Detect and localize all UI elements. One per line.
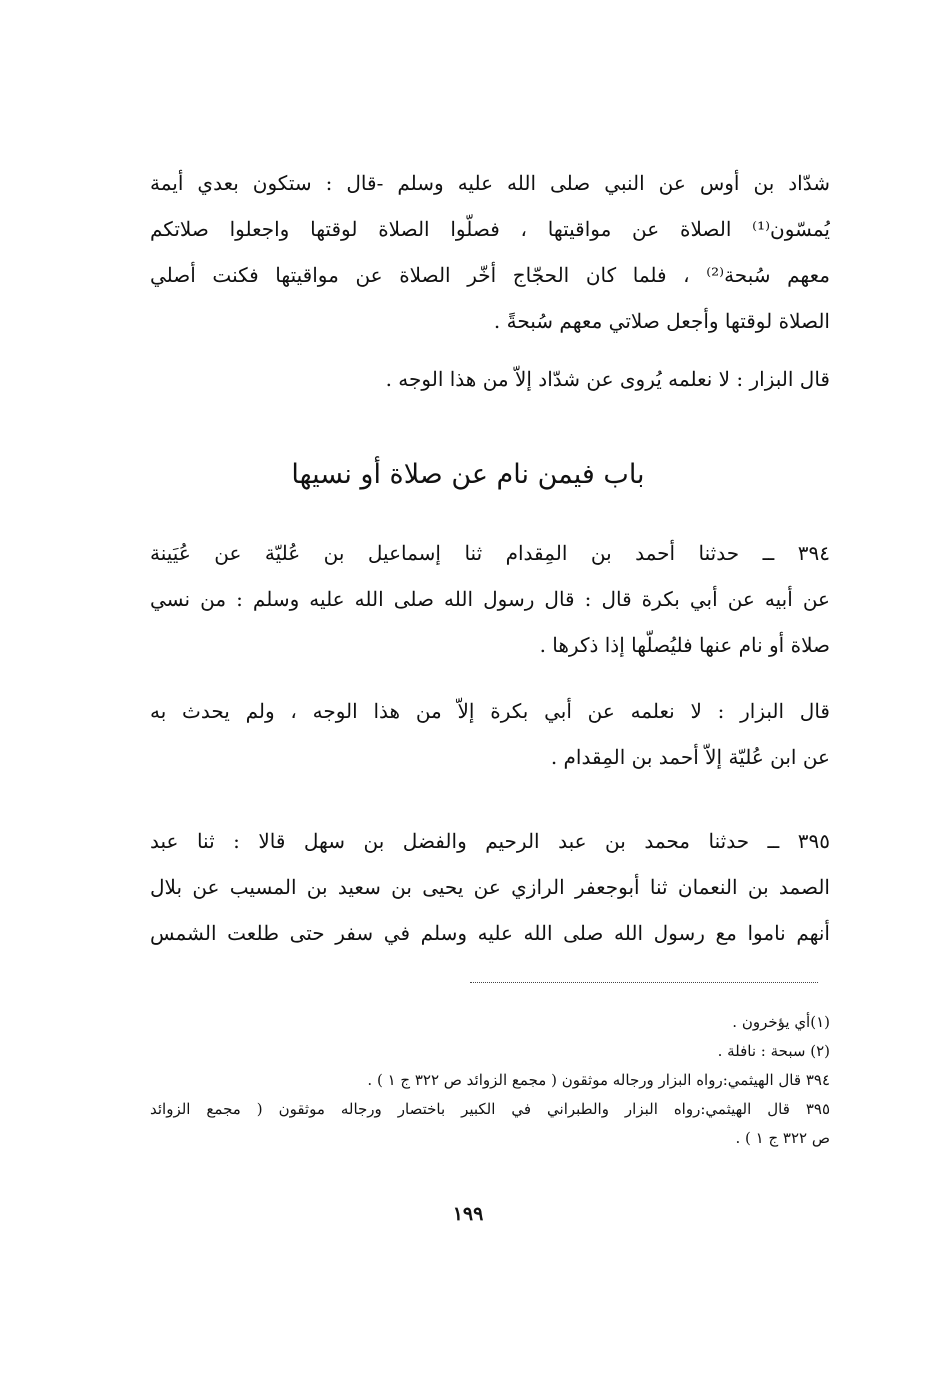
footnote: ٣٩٥ قال الهيثمي:رواه البزار والطبراني في الكبير باختصار ورجاله موثقون ( مجمع الزوائد <box>150 1100 830 1118</box>
footnote: ص ٣٢٢ ج ١ ) . <box>735 1129 830 1147</box>
hadith-395-paragraph <box>150 818 830 956</box>
text-line: ٣٩٥ ــ حدثنا محمد بن عبد الرحيم والفضل بن سهل قالا : ثنا عبد <box>150 829 830 853</box>
text-line: يُمسّون⁽¹⁾ الصلاة عن مواقيتها ، فصلّوا الصلاة لوقتها واجعلوا صلاتكم <box>150 217 830 241</box>
text-line: الصلاة لوقتها وأجعل صلاتي معهم سُبحةً . <box>493 309 830 333</box>
footnote-separator <box>470 982 818 983</box>
text-line: صلاة أو نام عنها فليُصلّها إذا ذكرها . <box>539 633 830 657</box>
text-line: قال البزار : لا نعلمه عن أبي بكرة إلاّ من هذا الوجه ، ولم يحدث به <box>150 699 830 723</box>
text-line: أنهم ناموا مع رسول الله صلى الله عليه وسلم في سفر حتى طلعت الشمس <box>150 921 830 945</box>
text-line: معهم سُبحة⁽²⁾ ، فلما كان الحجّاج أخّر الصلاة عن مواقيتها فكنت أصلي <box>150 263 830 287</box>
text-line: شدّاد بن أوس عن النبي صلى الله عليه وسلم -قال : ستكون بعدي أيمة <box>150 171 830 195</box>
text-line: عن أبيه عن أبي بكرة قال : قال رسول الله صلى الله عليه وسلم : من نسي <box>150 587 830 611</box>
page-number: ١٩٩ <box>452 1203 484 1225</box>
hadith-394-paragraph <box>150 530 830 668</box>
text-line: قال البزار : لا نعلمه يُروى عن شدّاد إلاّ من هذا الوجه . <box>385 367 830 391</box>
footnote: ٣٩٤ قال الهيثمي:رواه البزار ورجاله موثقون ( مجمع الزوائد ص ٣٢٢ ج ١ ) . <box>367 1071 830 1089</box>
text-line: ٣٩٤ ــ حدثنا أحمد بن المِقدام ثنا إسماعيل بن عُليّة عن عُيَينة <box>150 541 830 565</box>
footnote: (١)أي يؤخرون . <box>732 1013 830 1031</box>
intro-paragraph <box>150 160 830 344</box>
text-line: عن ابن عُليّة إلاّ أحمد بن المِقدام . <box>550 745 830 769</box>
text-line: الصمد بن النعمان ثنا أبوجعفر الرازي عن يحيى بن سعيد بن المسيب عن بلال <box>150 875 830 899</box>
footnote: (٢) سبحة : نافلة . <box>717 1042 830 1060</box>
chapter-title: باب فيمن نام عن صلاة أو نسيها <box>291 459 645 490</box>
bazzar-comment <box>220 356 830 402</box>
hadith-394-bazzar-comment <box>150 688 830 780</box>
footnotes <box>150 1008 830 1153</box>
